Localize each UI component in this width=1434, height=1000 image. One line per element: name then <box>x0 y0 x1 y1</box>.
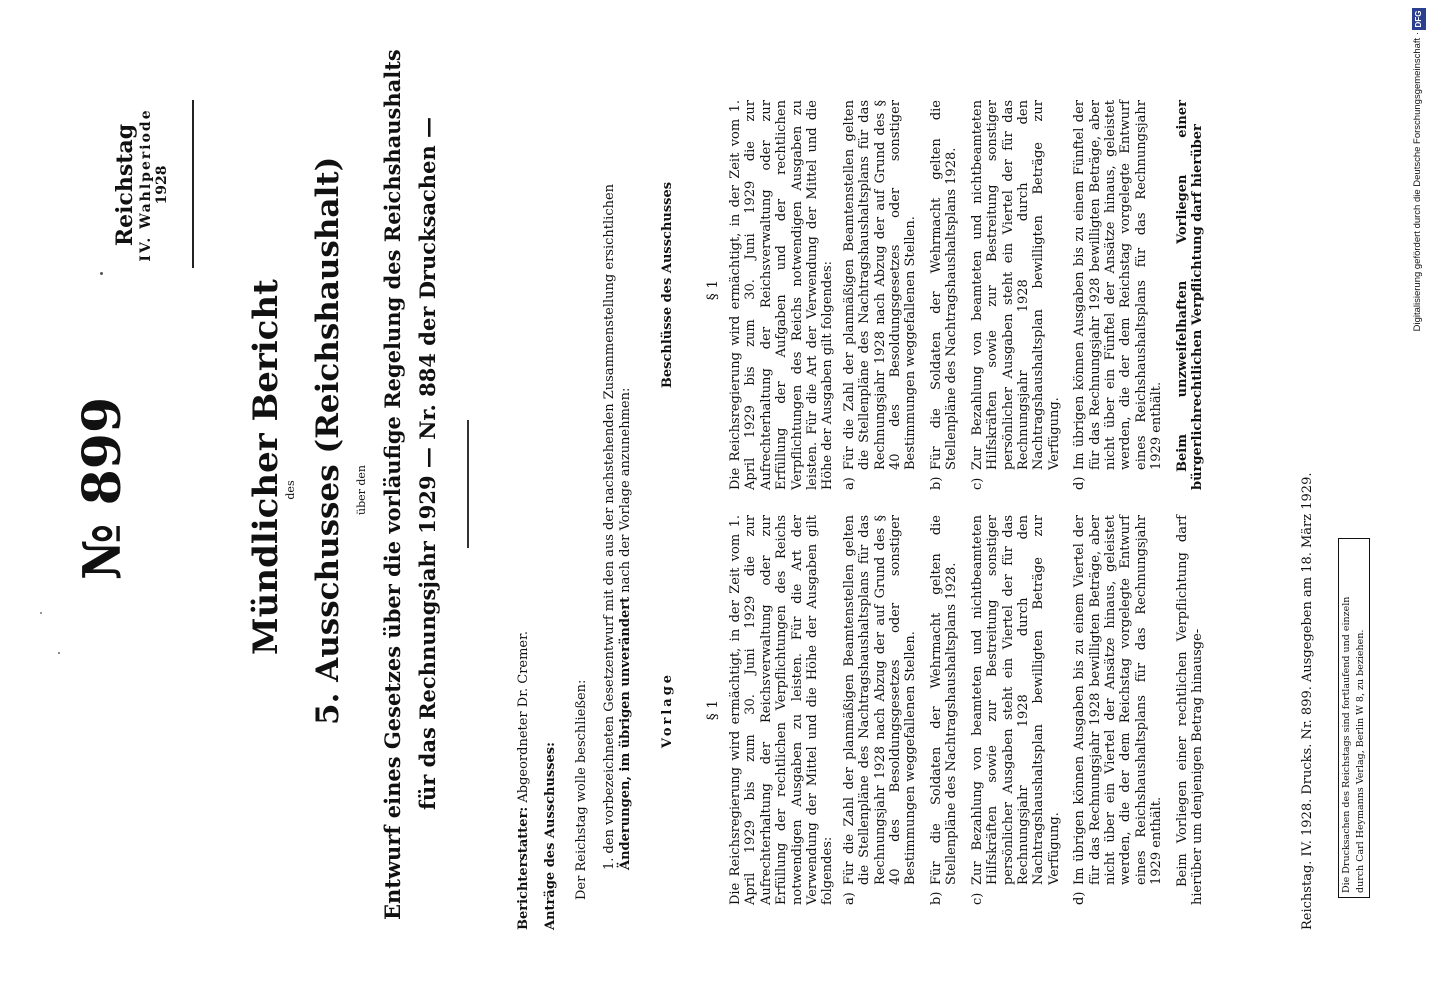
title-line2: 5. Ausschusses (Reichshaushalt) <box>310 156 346 725</box>
col-right-body <box>728 100 1288 490</box>
col-right-beim: Beim unzweifelhaften Vorliegen einer bürgerlichrechtlichen Verpflichtung darf hierüber <box>1174 100 1205 490</box>
col-left-c: Zur Bezahlung von beamteten und nichtbeamteten Hilfskräften sowie zur Bestreitung sonstiger persönlicher Ausgaben steht ein Viertel der für das Rechnungsjahr 1928 durch den Nachtragshaushaltsplan bewilligten Beträge zur Verfügung. <box>969 515 1062 885</box>
header-block <box>112 100 170 270</box>
col-left-intro: Die Reichsregierung wird ermächtigt, in der Zeit vom 1. April 1929 bis zum 30. Juni 1929 die zur Aufrechterhaltung der Reichsverwaltung oder zur Erfüllung der rechtlichen Verpflichtungen des Reichs notwendigen Ausgaben zu leisten. Für die Art der Verwendung der Mittel und die Höhe der Ausgaben gilt folgendes: <box>728 515 836 905</box>
title-line4: für das Rechnungsjahr 1929 — Nr. 884 der Drucksachen — <box>415 116 440 810</box>
col-right-item-a <box>842 100 919 490</box>
col-right-a: Für die Zahl der planmäßigen Beamtenstellen gelten die Stellenpläne des Nachtragshaushaltsplans für das Rechnungsjahr 1928 nach Abzug der auf Grund des § 40 des Besoldungsgesetzes oder sonstiger Bestimmungen weggefallenen Stellen. <box>841 100 919 470</box>
item-letter: a) <box>841 477 857 490</box>
col-left-a: Für die Zahl der planmäßigen Beamtenstellen gelten die Stellenpläne des Nachtragshaushaltsplans für das Rechnungsjahr 1928 nach Abzug der auf Grund des § 40 des Besoldungsgesetzes oder sonstiger Bestimmungen weggefallenen Stellen. <box>841 515 919 885</box>
berichterstatter-label: Berichterstatter: <box>516 806 531 930</box>
col-left-beim: Beim Vorliegen einer rechtlichen Verpflichtung darf hierüber um denjenigen Betrag hinausge- <box>1174 515 1205 905</box>
item-letter: c) <box>969 892 985 905</box>
header-rule <box>192 100 194 268</box>
item-letter: d) <box>1072 891 1088 905</box>
item-letter: c) <box>969 477 985 490</box>
dfg-logo-icon: DFG <box>1412 8 1426 30</box>
col-right-item-d <box>1072 100 1164 490</box>
item-letter: b) <box>928 476 944 490</box>
col-left-body <box>728 515 1288 905</box>
footer-box-line1: Die Drucksachen des Reichstags sind fortlaufend und einzeln <box>1341 596 1352 893</box>
item-letter: d) <box>1072 476 1088 490</box>
col-right-d: Im übrigen können Ausgaben bis zu einem Fünftel der für das Rechnungsjahr 1928 bewilligten Beträge, aber nicht über ein Fünftel der Ansätze hinaus, geleistet werden, die der dem Reichstag vorgelegte Entwurf eines Reichshaushaltsplans für das Rechnungsjahr 1929 enthält. <box>1072 100 1165 470</box>
col-left-item-d <box>1072 515 1164 905</box>
header-wahlperiode: IV. Wahlperiode <box>138 108 154 262</box>
intro-item-1-text: 1. den vorbezeichneten Gesetzentwurf mit den aus der nachstehenden Zusammenstellung ersichtlichen <box>602 183 617 870</box>
reichstag-wolle: Der Reichstag wolle beschließen: <box>574 679 589 900</box>
col-right-c: Zur Bezahlung von beamteten und nichtbeamteten Hilfskräften sowie zur Bestreitung sonstiger persönlicher Ausgaben steht ein Viertel der für das Rechnungsjahr 1928 durch den Nachtragshaushaltsplan bewilligten Beträge zur Verfügung. <box>969 100 1062 470</box>
berichterstatter-name: Abgeordneter Dr. Cremer. <box>516 630 531 803</box>
col-left-item-a <box>842 515 919 905</box>
col-right-section: § 1 <box>705 279 721 301</box>
intro-item-1-end: nach der Vorlage anzunehmen: <box>618 387 633 593</box>
header-year: 1928 <box>154 165 170 205</box>
col-right-heading: Beschlüsse des Ausschusses <box>660 181 675 389</box>
col-right-item-b <box>929 100 960 490</box>
col-left-b: Für die Soldaten der Wehrmacht gelten die Stellenpläne des Nachtragshaushaltsplans 1928. <box>928 515 960 885</box>
col-left-item-c <box>970 515 1062 905</box>
scan-speck <box>40 612 42 614</box>
intro-item-1-bold: Änderungen, im übrigen unverändert <box>618 596 633 870</box>
col-left-section: § 1 <box>705 699 721 721</box>
footer-box-line2: durch Carl Heymanns Verlag, Berlin W 8, zu beziehen. <box>1355 629 1366 893</box>
title-rule <box>467 420 469 548</box>
title-ueber: über den <box>355 464 368 516</box>
item-letter: b) <box>928 891 944 905</box>
scan-speck <box>100 272 103 275</box>
col-right-intro: Die Reichsregierung wird ermächtigt, in der Zeit vom 1. April 1929 bis zum 30. Juni 1929 die zur Aufrechterhaltung der Reichsverwaltung oder zur Erfüllung der Aufgaben und der rechtlichen Verpflichtungen des Reichs notwendigen Ausgaben zu leisten. Für die Art der Verwendung der Mittel und die Höhe der Ausgaben gilt folgendes: <box>728 100 836 490</box>
footer-box <box>1338 538 1370 898</box>
header-reichstag: Reichstag <box>112 123 138 247</box>
item-letter: a) <box>841 892 857 905</box>
document-number: № 899 <box>72 396 133 580</box>
col-left-heading: Vorlage <box>660 671 675 749</box>
berichterstatter <box>516 430 531 930</box>
col-left-d: Im übrigen können Ausgaben bis zu einem Viertel der für das Rechnungsjahr 1928 bewilligten Beträge, aber nicht über ein Viertel der Ansätze hinaus, geleistet werden, die der dem Reichstag vorgelegte Entwurf eines Reichshaushaltsplans für das Rechnungsjahr 1929 enthält. <box>1072 515 1165 885</box>
dfg-side-note: Digitalisierung gefördert durch die Deutsche Forschungsgemeinschaft · <box>1412 32 1423 332</box>
antraege-heading: Anträge des Ausschusses: <box>543 742 558 930</box>
col-right-item-c <box>970 100 1062 490</box>
col-left-item-b <box>929 515 960 905</box>
footer-line: Reichstag. IV. 1928. Drucks. Nr. 899. Ausgegeben am 18. März 1929. <box>1300 472 1315 930</box>
intro-item-1 <box>602 130 634 870</box>
title-line3: Entwurf eines Gesetzes über die vorläufige Regelung des Reichshaushalts <box>380 49 405 920</box>
scan-speck <box>58 652 60 654</box>
title-des: des <box>284 480 297 500</box>
col-right-b: Für die Soldaten der Wehrmacht gelten die Stellenpläne des Nachtragshaushaltsplans 1928. <box>928 100 960 470</box>
title-line1: Mündlicher Bericht <box>246 279 286 655</box>
